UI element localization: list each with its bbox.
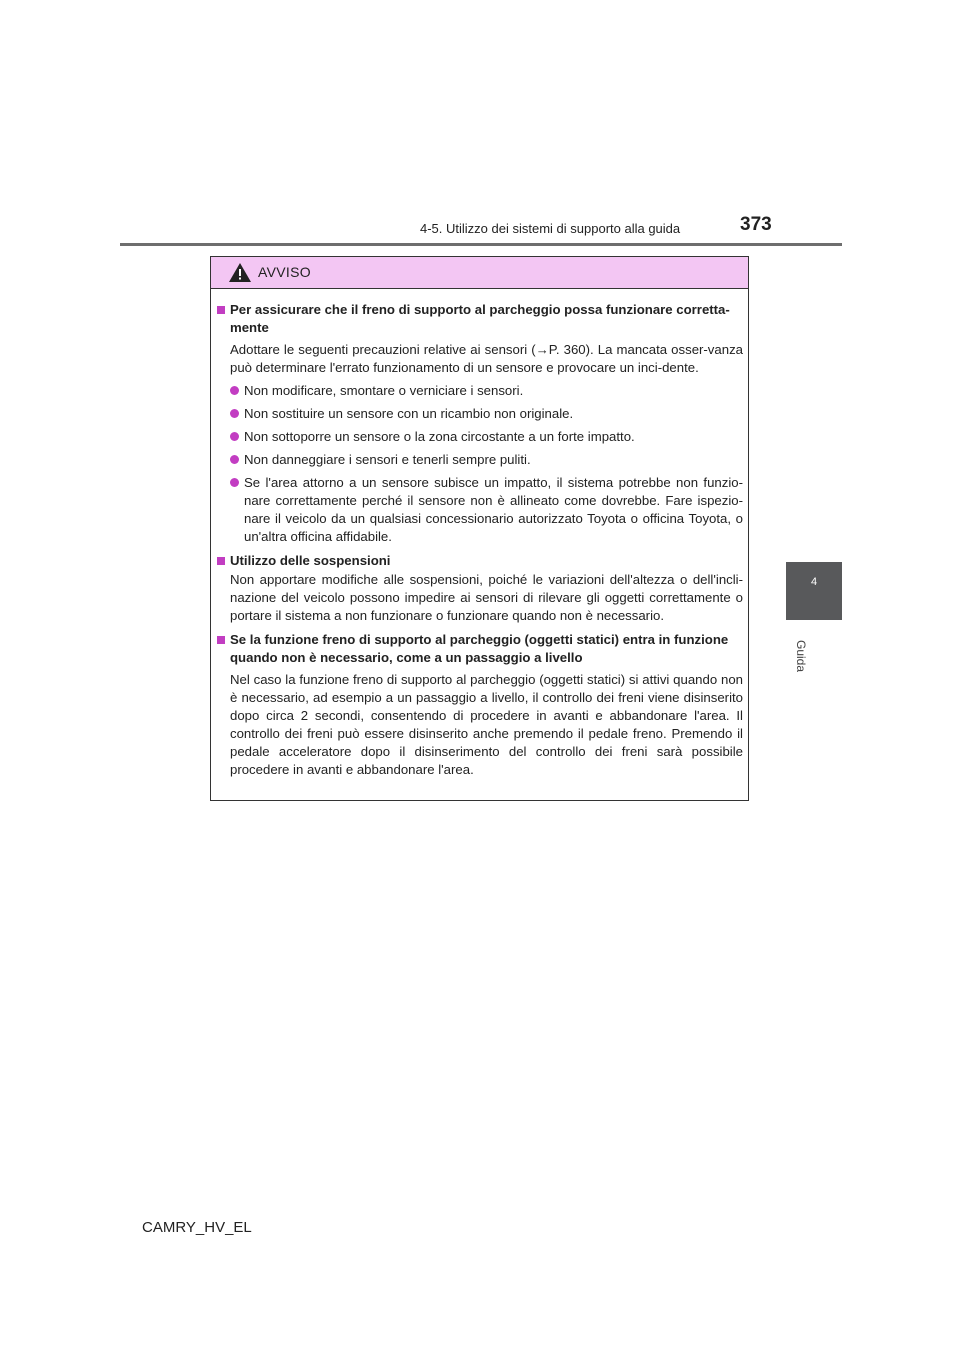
section-paragraph: Non apportare modifiche alle sospensioni, poiché le variazioni dell'altezza o dell'incli-nazione del veicolo possono impedire ai sensori di rilevare gli oggetti correttamente o portare il sistema a non funzionare o funzionare quando non è necessario. <box>230 572 743 623</box>
header-divider <box>120 243 842 246</box>
section-paragraph: Adottare le seguenti precauzioni relative ai sensori (→P. 360). La mancata osser-vanza può determinare l'errato funzionamento di un sensore e provocare un inci-dente. <box>230 342 743 375</box>
section-heading-text: Se la funzione freno di supporto al parcheggio (oggetti statici) entra in funzione quando non è necessario, come a un passaggio a livello <box>230 632 729 665</box>
list-item-text: Se l'area attorno a un sensore subisce un impatto, il sistema potrebbe non funzio-nare correttamente perché il sensore non è allineato come dovrebbe. Fare ispezio-nare il veicolo da un qualsiasi concessionario autorizzato Toyota o officina Toyota, o un'altra officina affidabile. <box>244 475 743 544</box>
chapter-tab <box>786 562 842 620</box>
list-item <box>230 428 743 446</box>
section-heading-text: Utilizzo delle sospensioni <box>230 553 391 568</box>
warning-triangle-icon <box>228 262 252 283</box>
chapter-tab-label: Guida <box>794 640 808 673</box>
round-bullet-icon <box>230 386 239 395</box>
square-bullet-icon <box>217 636 225 644</box>
round-bullet-icon <box>230 478 239 487</box>
section-heading-text: Per assicurare che il freno di supporto al parcheggio possa funzionare corretta-mente <box>230 302 730 335</box>
section-paragraph: Nel caso la funzione freno di supporto al parcheggio (oggetti statici) si attivi quando non è necessario, ad esempio a un passaggio a livello, il controllo dei freni viene disinserito dopo circa 2 secondi, consentendo di procedere in avanti e abbandonare l'area. Il controllo dei freni può essere disinserito anche premendo il pedale freno. Premendo il pedale acceleratore dopo il disinserimento del controllo dei freni sarà possibile procedere in avanti e abbandonare l'area. <box>230 672 743 777</box>
list-item-text: Non danneggiare i sensori e tenerli sempre puliti. <box>244 452 531 467</box>
chapter-tab-number: 4 <box>810 576 818 588</box>
warning-content <box>217 295 743 779</box>
section-heading <box>217 631 743 667</box>
round-bullet-icon <box>230 432 239 441</box>
warning-title: AVVISO <box>258 264 311 280</box>
list-item-text: Non sottoporre un sensore o la zona circostante a un forte impatto. <box>244 429 635 444</box>
list-item-text: Non modificare, smontare o verniciare i sensori. <box>244 383 524 398</box>
running-header: 4-5. Utilizzo dei sistemi di supporto alla guida <box>420 221 681 236</box>
section-heading <box>217 552 743 570</box>
list-item-text: Non sostituire un sensore con un ricambio non originale. <box>244 406 574 421</box>
document-code: CAMRY_HV_EL <box>142 1219 252 1236</box>
round-bullet-icon <box>230 409 239 418</box>
list-item <box>230 451 743 469</box>
page-number: 373 <box>740 214 772 235</box>
list-item <box>230 405 743 423</box>
warning-header <box>211 257 748 289</box>
round-bullet-icon <box>230 455 239 464</box>
square-bullet-icon <box>217 557 225 565</box>
section-heading <box>217 301 743 337</box>
warning-box <box>210 256 749 801</box>
list-item <box>230 382 743 400</box>
list-item <box>230 474 743 546</box>
square-bullet-icon <box>217 306 225 314</box>
